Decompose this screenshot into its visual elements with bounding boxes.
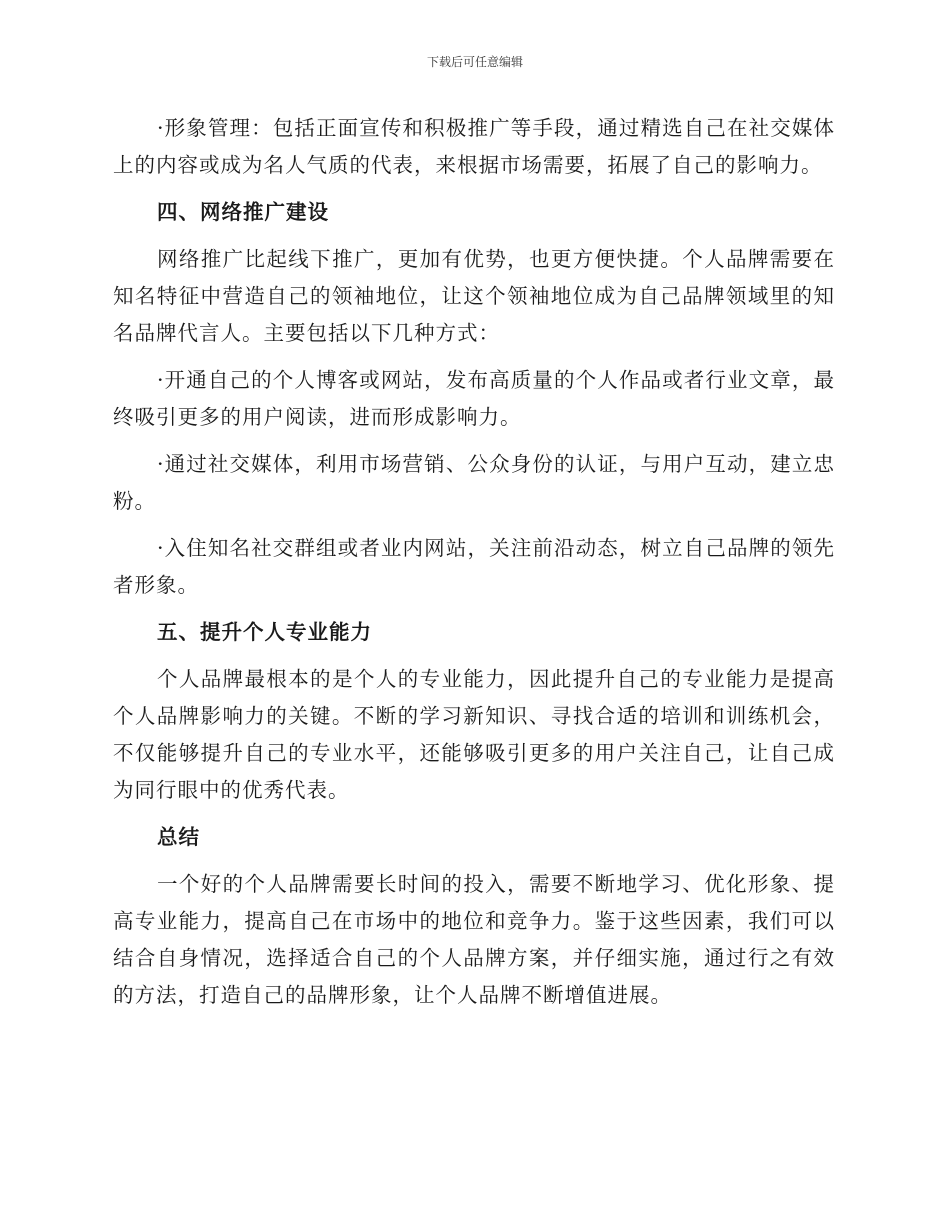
section-heading-network-promotion: 四、网络推广建设 [157, 200, 329, 224]
section-heading-professional-ability: 五、提升个人专业能力 [157, 620, 372, 644]
section-heading-summary: 总结 [157, 825, 200, 849]
paragraph-network-promotion: 网络推广比起线下推广，更加有优势，也更方便快捷。个人品牌需要在知名特征中营造自己的领袖地位，让这个领袖地位成为自己品牌领域里的知名品牌代言人。主要包括以下几种方式： [113, 247, 835, 345]
bullet-image-management: ·形象管理：包括正面宣传和积极推广等手段，通过精选自己在社交媒体上的内容或成为名人气质的代表，来根据市场需要，拓展了自己的影响力。 [113, 116, 835, 177]
bullet-personal-blog: ·开通自己的个人博客或网站，发布高质量的个人作品或者行业文章，最终吸引更多的用户阅读，进而形成影响力。 [113, 368, 835, 429]
bullet-social-media: ·通过社交媒体，利用市场营销、公众身份的认证，与用户互动，建立忠粉。 [113, 452, 835, 513]
document-body [113, 110, 835, 1014]
paragraph-professional-ability: 个人品牌最根本的是个人的专业能力，因此提升自己的专业能力是提高个人品牌影响力的关键。不断的学习新知识、寻找合适的培训和训练机会，不仅能够提升自己的专业水平，还能够吸引更多的用户关注自己，让自己成为同行眼中的优秀代表。 [113, 667, 835, 802]
paragraph-summary: 一个好的个人品牌需要长时间的投入，需要不断地学习、优化形象、提高专业能力，提高自己在市场中的地位和竞争力。鉴于这些因素，我们可以结合自身情况，选择适合自己的个人品牌方案，并仔细实施，通过行之有效的方法，打造自己的品牌形象，让个人品牌不断增值进展。 [113, 872, 835, 1007]
page-header-note: 下载后可任意编辑 [426, 55, 523, 69]
bullet-join-groups: ·入住知名社交群组或者业内网站，关注前沿动态，树立自己品牌的领先者形象。 [113, 536, 835, 597]
